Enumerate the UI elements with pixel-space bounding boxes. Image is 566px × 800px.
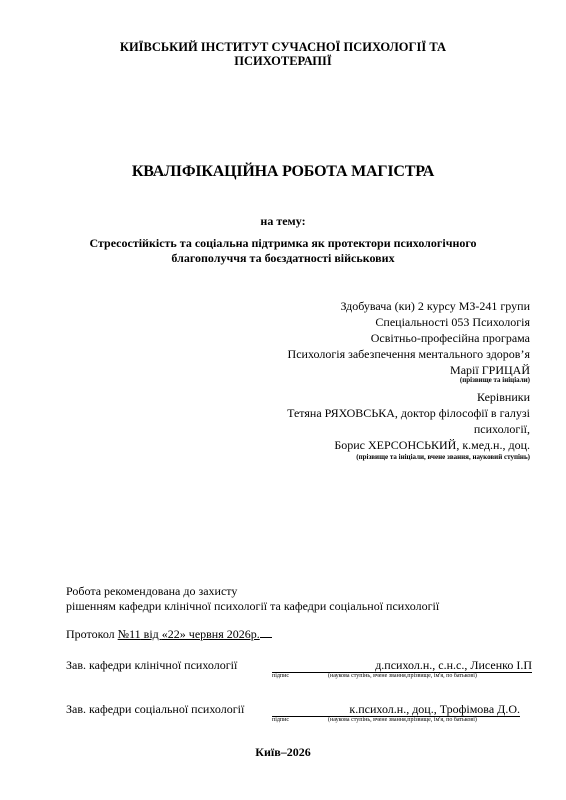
recommend-line-1: Робота рекомендована до захисту [66, 584, 238, 598]
author-name: Марії ГРИЦАЙ [450, 363, 530, 377]
protocol-date: «22» червня 2026р. [161, 627, 260, 641]
supervisors-label: Керівники [477, 390, 530, 404]
protocol-date-line [260, 637, 272, 638]
head-1-label: Зав. кафедри клінічної психології [66, 658, 238, 672]
head-1-signature-line [272, 658, 532, 673]
protocol-label: Протокол [66, 627, 118, 641]
head-2-degree-note: (наукова ступінь, вчене звання,прізвище, ім'я, по батькові) [328, 717, 477, 723]
theme-label: на тему: [260, 214, 306, 228]
author-course: Здобувача (ки) 2 курсу МЗ-241 групи [340, 299, 530, 313]
protocol-from: від [140, 627, 162, 641]
institute-name [0, 40, 566, 68]
author-program: Психологія забезпечення ментального здоров’я [287, 347, 530, 361]
document-title: КВАЛІФІКАЦІЙНА РОБОТА МАГІСТРА [131, 163, 435, 180]
recommendation [66, 584, 439, 614]
head-1-degree-note: (наукова ступінь, вчене звання,прізвище, ім'я, по батькові) [328, 673, 477, 679]
protocol [66, 627, 272, 642]
supervisor-1-line-2: психології, [473, 422, 530, 436]
author-specialty: Спеціальності 053 Психологія [375, 315, 530, 329]
footer-city-year: Київ–2026 [255, 745, 311, 759]
supervisor-1-line-1: Тетяна РЯХОВСЬКА, доктор філософії в галузі [287, 406, 530, 420]
head-1-sign-note: підпис [272, 673, 290, 679]
head-1-value: д.психол.н., с.н.с., Лисенко І.П [375, 658, 532, 672]
protocol-number: №11 [117, 627, 141, 641]
institute-line-2: ПСИХОТЕРАПІЇ [234, 54, 332, 68]
head-2-value: к.психол.н., доц., Трофімова Д.О. [349, 702, 520, 716]
recommend-line-2: рішенням кафедри клінічної психології та кафедри соціальної психології [66, 599, 440, 613]
institute-line-1: КИЇВСЬКИЙ ІНСТИТУТ СУЧАСНОЇ ПСИХОЛОГІЇ ТА [119, 40, 447, 54]
author-block [287, 298, 530, 462]
thesis-topic [0, 236, 566, 266]
supervisor-note: (прізвище та ініціали, вчене звання, науковий ступінь) [356, 453, 530, 461]
author-name-note: (прізвище та ініціали) [459, 376, 530, 384]
topic-line-2: благополуччя та боєздатності військових [171, 251, 395, 265]
supervisor-2: Борис ХЕРСОНСЬКИЙ, к.мед.н., доц. [334, 438, 530, 452]
head-2-label: Зав. кафедри соціальної психології [66, 702, 245, 716]
topic-line-1: Стресостійкість та соціальна підтримка як протектори психологічного [89, 236, 477, 250]
head-2-sign-note: підпис [272, 717, 290, 723]
author-program-type: Освітньо-професійна програма [370, 331, 530, 345]
head-2-signature-line [272, 702, 520, 717]
